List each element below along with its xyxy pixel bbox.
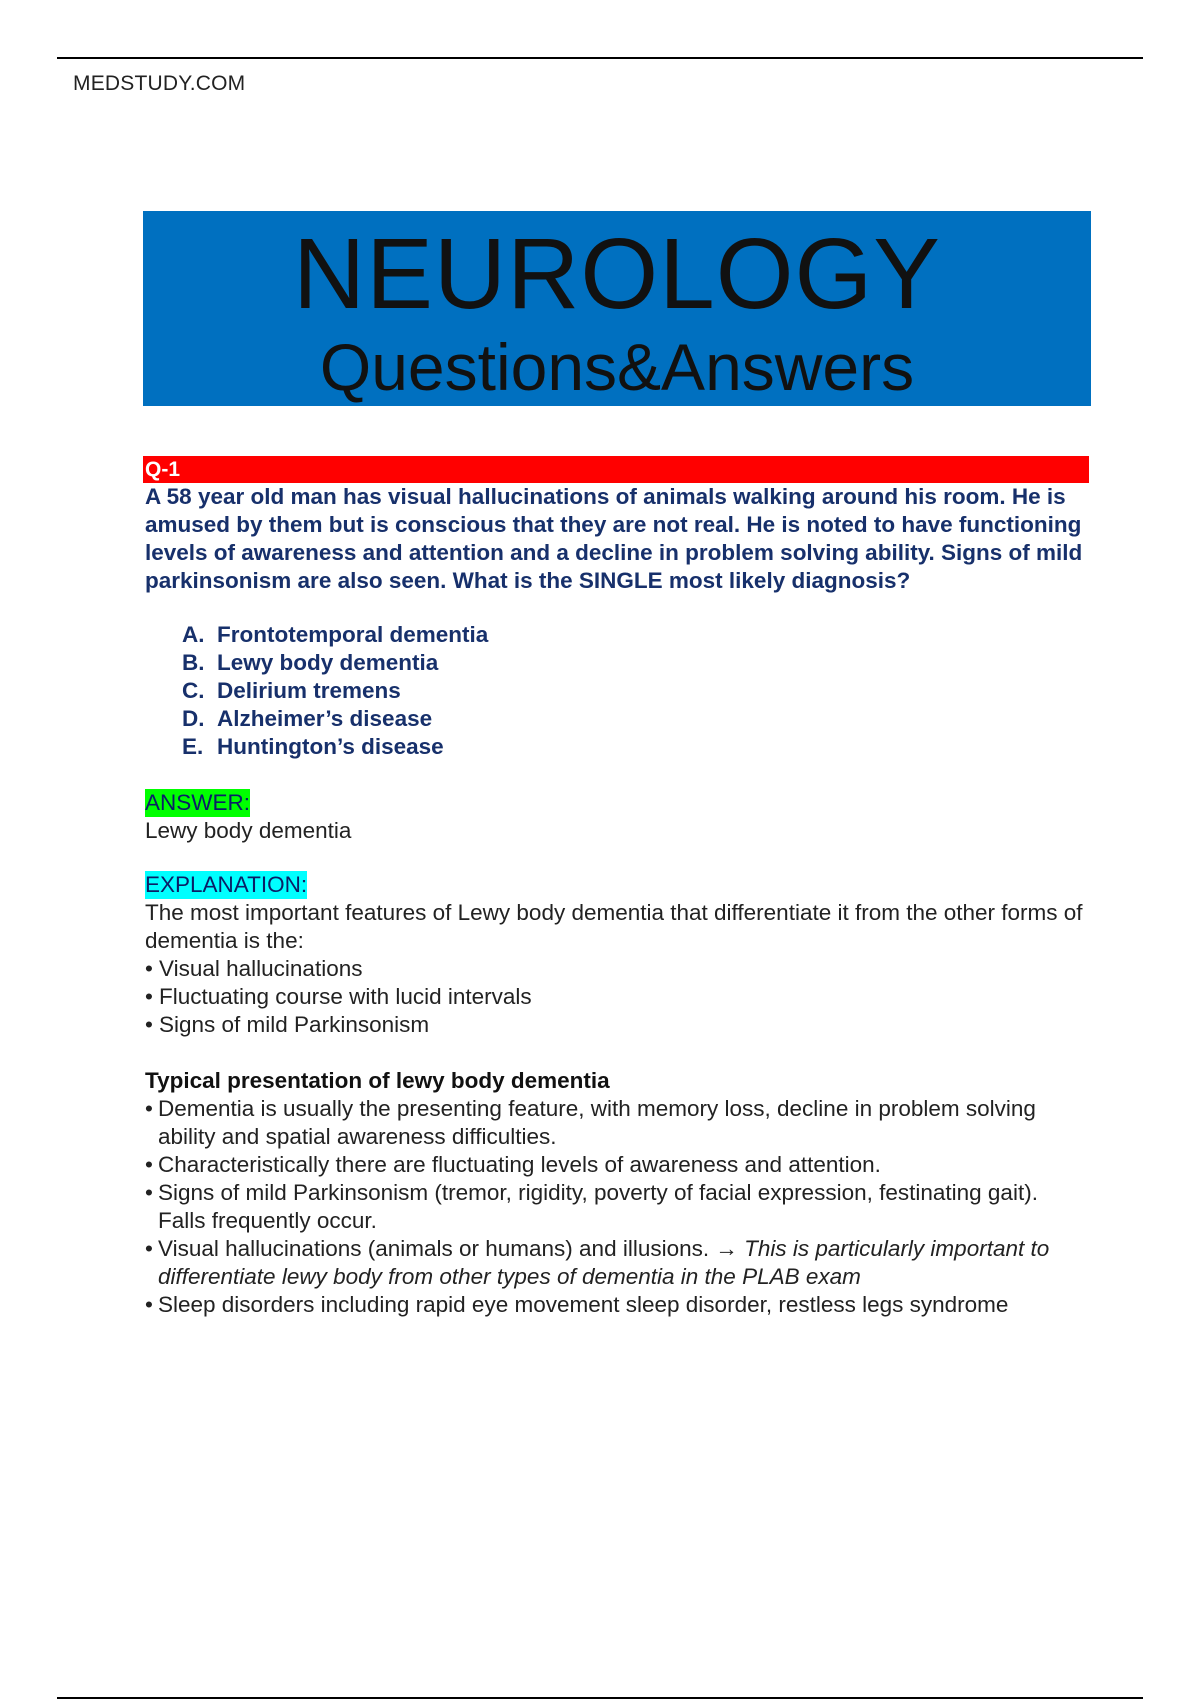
question-label: Q-1 [145, 458, 181, 481]
emphasis-note: This is particularly important to differentiate lewy body from other types of dementia in the PLAB exam [158, 1236, 1050, 1289]
option-item [182, 705, 1091, 733]
option-text: Huntington’s disease [217, 734, 444, 759]
question-text: A 58 year old man has visual hallucinations of animals walking around his room. He is amused by them but is conscious that they are not real. He is noted to have functioning levels of awareness and attention and a decline in problem solving ability. Signs of mild parkinsonism are also seen. What is the SINGLE most likely diagnosis? [145, 484, 1083, 593]
site-header: MEDSTUDY.COM [73, 72, 246, 95]
list-item: • Signs of mild Parkinsonism (tremor, rigidity, poverty of facial expression, festinating gait). Falls frequently occur. [145, 1179, 1091, 1235]
explanation-intro: The most important features of Lewy body dementia that differentiate it from the other forms of dementia is the: [145, 900, 1083, 953]
header-rule [57, 57, 1143, 59]
list-item: • Visual hallucinations [145, 955, 1091, 983]
option-text: Lewy body dementia [217, 650, 439, 675]
answer-text: Lewy body dementia [145, 818, 352, 843]
option-text: Delirium tremens [217, 678, 401, 703]
list-item: • Sleep disorders including rapid eye movement sleep disorder, restless legs syndrome [145, 1291, 1091, 1319]
banner-title: NEUROLOGY [292, 218, 941, 330]
question-content [145, 456, 1091, 1319]
answer-label: ANSWER: [145, 790, 251, 815]
option-letter: A. [182, 622, 205, 647]
title-banner [143, 211, 1091, 406]
list-item: • Fluctuating course with lucid intervals [145, 983, 1091, 1011]
option-item [182, 677, 1091, 705]
option-item [182, 649, 1091, 677]
answer-options [182, 621, 1091, 761]
option-letter: B. [182, 650, 205, 675]
typical-presentation-heading: Typical presentation of lewy body dementia [145, 1068, 610, 1093]
option-letter: D. [182, 706, 205, 731]
banner-subtitle: Questions&Answers [319, 330, 915, 404]
option-item [182, 733, 1091, 761]
option-text: Alzheimer’s disease [217, 706, 433, 731]
explanation-bullets [145, 955, 1091, 1039]
option-letter: E. [182, 734, 204, 759]
list-item: • Signs of mild Parkinsonism [145, 1011, 1091, 1039]
list-item [145, 1235, 1091, 1291]
explanation-label: EXPLANATION: [145, 872, 308, 897]
option-letter: C. [182, 678, 205, 703]
question-label-bar [143, 456, 1089, 483]
typical-presentation-bullets [145, 1095, 1091, 1319]
option-item [182, 621, 1091, 649]
list-item: • Characteristically there are fluctuating levels of awareness and attention. [145, 1151, 1091, 1179]
list-item: • Dementia is usually the presenting feature, with memory loss, decline in problem solving ability and spatial awareness difficulties. [145, 1095, 1091, 1151]
footer-rule [57, 1697, 1143, 1699]
list-item-text: Visual hallucinations (animals or humans) and illusions. → [158, 1236, 738, 1261]
option-text: Frontotemporal dementia [217, 622, 489, 647]
